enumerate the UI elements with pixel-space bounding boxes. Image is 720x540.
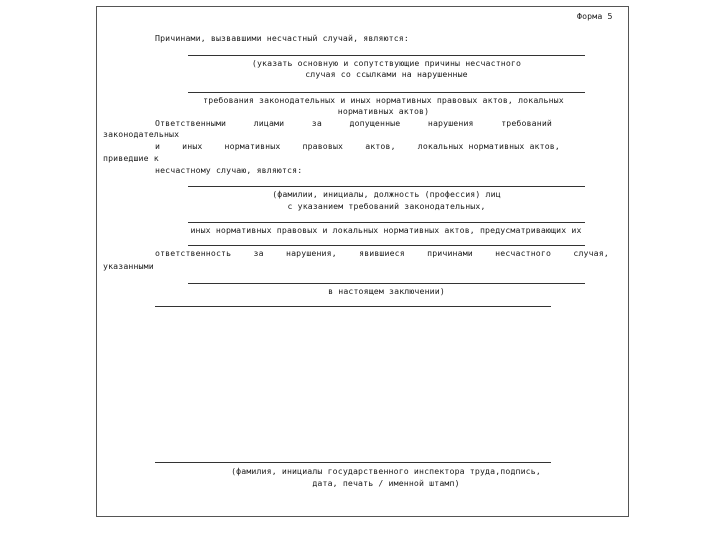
fill-line (188, 186, 585, 187)
word: иных (182, 141, 203, 151)
word: нормативных (224, 141, 281, 151)
word: несчастного (495, 248, 552, 258)
word: случая, (573, 248, 609, 258)
word: лицами (253, 118, 285, 128)
signature-hint-2: дата, печать / именной штамп) (312, 478, 460, 488)
fill-line (188, 55, 585, 56)
word: явившиеся (359, 248, 405, 258)
word: за (253, 248, 264, 258)
word: правовых (302, 141, 344, 151)
word: причинами (427, 248, 473, 258)
responsible-row-5: несчастному случаю, являются: (155, 165, 303, 175)
fill-line (188, 92, 585, 93)
document-page (96, 6, 629, 517)
responsibility-row-2: указанными (103, 261, 154, 271)
responsible-row-4: приведшие к (103, 153, 159, 163)
form-label: Форма 5 (577, 11, 613, 21)
word: ответственность (155, 248, 232, 258)
word: нарушения, (286, 248, 337, 258)
hint-persons-1: (фамилии, инициалы, должность (профессия) лиц (272, 189, 501, 199)
word: допущенные (349, 118, 401, 128)
section-heading: Причинами, вызвавшими несчастный случай, являются: (155, 33, 409, 43)
responsible-row-1 (155, 118, 552, 129)
responsible-row-3 (155, 141, 560, 152)
hint-causes-4: нормативных актов) (337, 106, 430, 116)
word: Ответственными (155, 118, 227, 128)
word: нарушения (427, 118, 474, 128)
hint-persons-3: иных нормативных правовых и локальных нормативных актов, предусматривающих их (190, 225, 582, 235)
hint-causes-2: случая со ссылками на нарушенные (305, 69, 468, 79)
signature-line (155, 462, 551, 463)
hint-conclusion: в настоящем заключении) (328, 286, 445, 296)
word: требований (501, 118, 552, 128)
fill-line (188, 222, 585, 223)
signature-hint-1: (фамилия, инициалы государственного инспектора труда,подпись, (231, 466, 541, 476)
responsible-row-2: законодательных (103, 129, 180, 139)
word: за (311, 118, 322, 128)
word: локальных нормативных актов, (417, 141, 560, 151)
hint-persons-2: с указанием требований законодательных, (287, 201, 486, 211)
fill-line (188, 283, 585, 284)
word: актов, (365, 141, 396, 151)
fill-line (188, 245, 585, 246)
fill-line (155, 306, 551, 307)
word: и (155, 141, 161, 151)
hint-causes-1: (указать основную и сопутствующие причины несчастного (251, 58, 522, 68)
responsibility-row-1 (155, 248, 609, 259)
hint-causes-3: требования законодательных и иных нормативных правовых актов, локальных (203, 95, 564, 105)
